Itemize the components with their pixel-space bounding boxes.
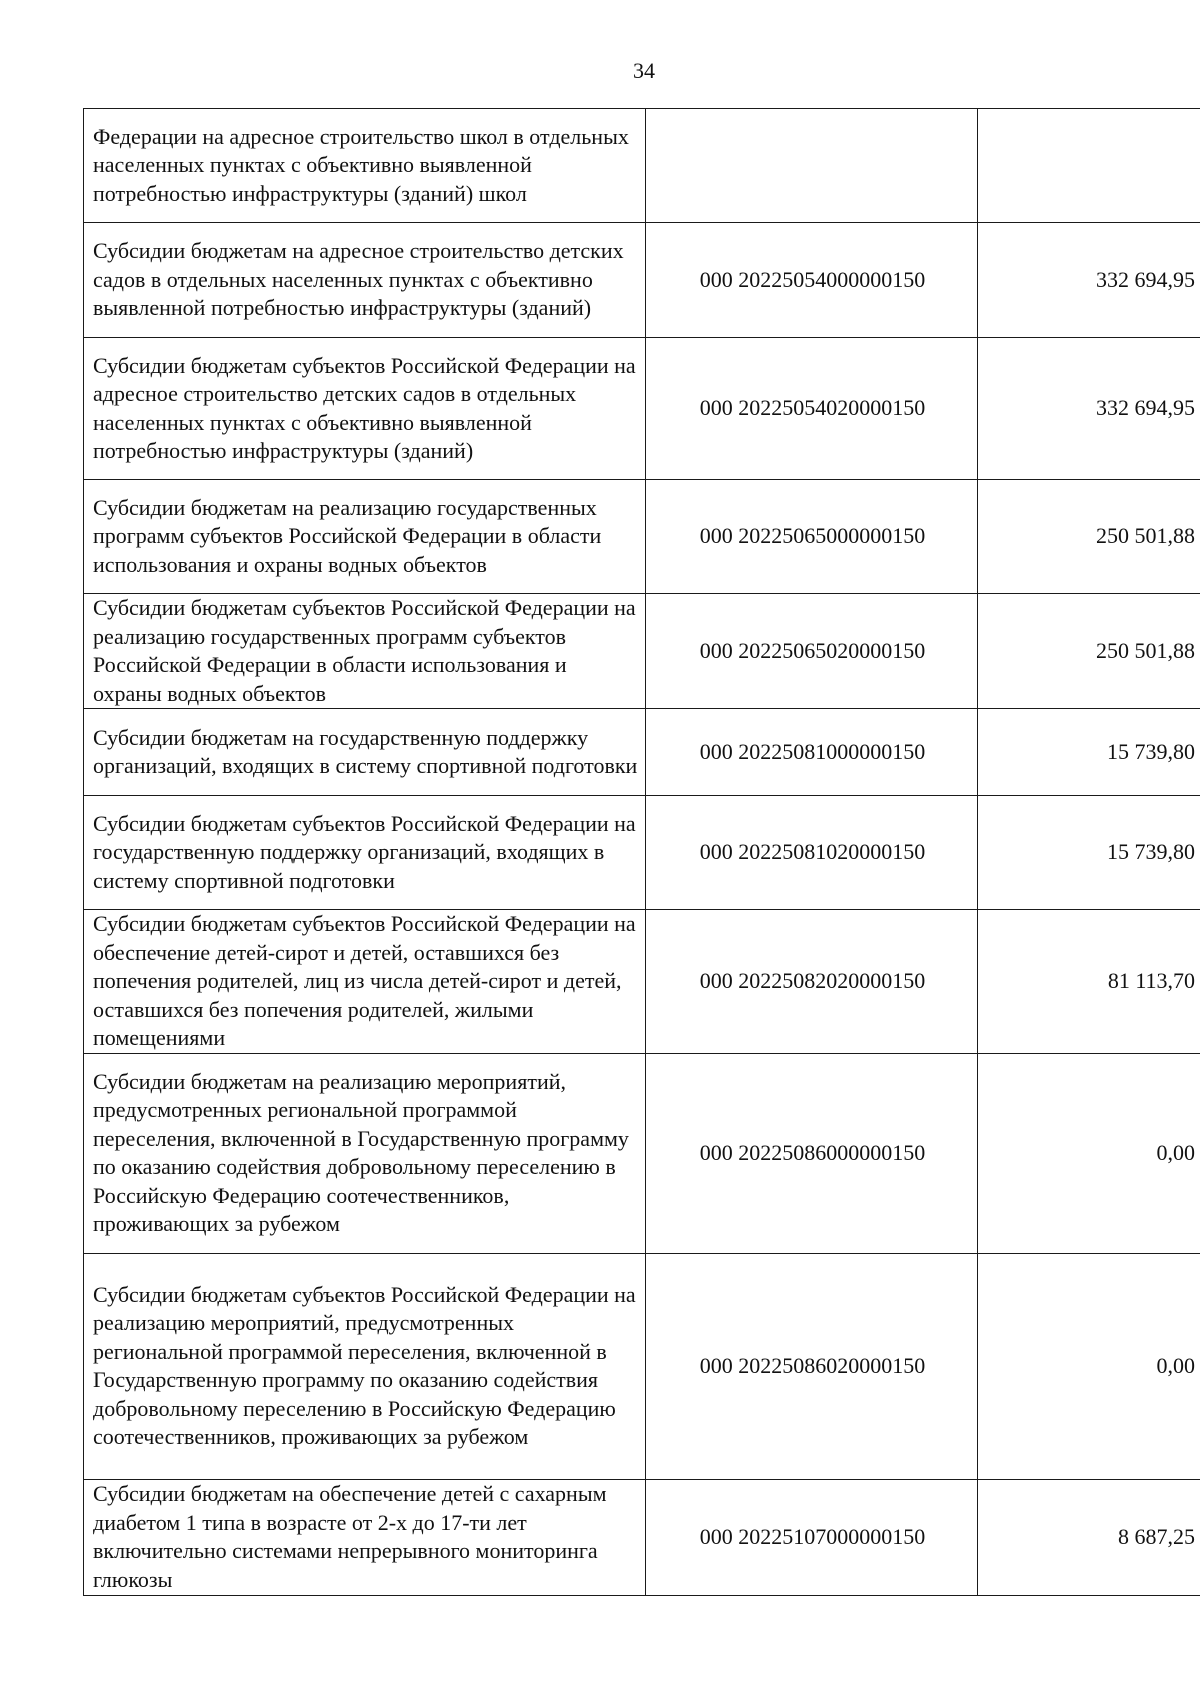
row-code: 000 20225065000000150: [646, 480, 978, 594]
row-description: Федерации на адресное строительство школ в отдельных населенных пунктах с объективно выявленной потребностью инфраструктуры (зданий) школ: [84, 109, 646, 223]
table-row: [84, 594, 1200, 709]
row-description: Субсидии бюджетам на обеспечение детей с сахарным диабетом 1 типа в возрасте от 2-х до 17-ти лет включительно системами непрерывного мониторинга глюкозы: [84, 1479, 646, 1595]
table-row: [84, 223, 1200, 338]
row-amount: 0,00: [978, 1053, 1200, 1253]
row-amount: 332 694,95: [978, 338, 1200, 480]
row-amount: 15 739,80: [978, 709, 1200, 796]
row-amount: 15 739,80: [978, 796, 1200, 910]
row-amount: 250 501,88: [978, 480, 1200, 594]
row-code: 000 20225086020000150: [646, 1253, 978, 1479]
row-description: Субсидии бюджетам на реализацию государственных программ субъектов Российской Федерации в области использования и охраны водных объектов: [84, 480, 646, 594]
row-code: 000 20225086000000150: [646, 1053, 978, 1253]
row-description: Субсидии бюджетам субъектов Российской Федерации на реализацию государственных программ субъектов Российской Федерации в области использования и охраны водных объектов: [84, 594, 646, 709]
page-number: 34: [633, 58, 655, 83]
row-code: 000 20225107000000150: [646, 1479, 978, 1595]
row-amount: 0,00: [978, 1253, 1200, 1479]
row-code: 000 20225054000000150: [646, 223, 978, 338]
row-description: Субсидии бюджетам субъектов Российской Федерации на обеспечение детей-сирот и детей, оставшихся без попечения родителей, лиц из числа детей-сирот и детей, оставшихся без попечения родителей, жилыми помещениями: [84, 910, 646, 1054]
row-amount: 250 501,88: [978, 594, 1200, 709]
table-row: [84, 1253, 1200, 1479]
row-code: 000 20225082020000150: [646, 910, 978, 1054]
budget-table: [83, 108, 1200, 1596]
table-row: [84, 1053, 1200, 1253]
row-description: Субсидии бюджетам на реализацию мероприятий, предусмотренных региональной программой переселения, включенной в Государственную программу по оказанию содействия добровольному переселению в Российскую Федерацию соотечественников, проживающих за рубежом: [84, 1053, 646, 1253]
row-code: 000 20225081000000150: [646, 709, 978, 796]
table-row: [84, 480, 1200, 594]
table-row: [84, 796, 1200, 910]
row-code: 000 20225065020000150: [646, 594, 978, 709]
row-code: [646, 109, 978, 223]
row-amount: 81 113,70: [978, 910, 1200, 1054]
row-amount: 8 687,25: [978, 1479, 1200, 1595]
row-amount: [978, 109, 1200, 223]
table-row: [84, 709, 1200, 796]
row-amount: 332 694,95: [978, 223, 1200, 338]
row-description: Субсидии бюджетам субъектов Российской Федерации на реализацию мероприятий, предусмотренных региональной программой переселения, включенной в Государственную программу по оказанию содействия добровольному переселению в Российскую Федерацию соотечественников, проживающих за рубежом: [84, 1253, 646, 1479]
table-row: [84, 910, 1200, 1054]
table-row: [84, 1479, 1200, 1595]
row-description: Субсидии бюджетам субъектов Российской Федерации на государственную поддержку организаций, входящих в систему спортивной подготовки: [84, 796, 646, 910]
table-row: [84, 338, 1200, 480]
row-description: Субсидии бюджетам на государственную поддержку организаций, входящих в систему спортивной подготовки: [84, 709, 646, 796]
table-row: [84, 109, 1200, 223]
row-description: Субсидии бюджетам субъектов Российской Федерации на адресное строительство детских садов в отдельных населенных пунктах с объективно выявленной потребностью инфраструктуры (зданий): [84, 338, 646, 480]
row-code: 000 20225054020000150: [646, 338, 978, 480]
row-code: 000 20225081020000150: [646, 796, 978, 910]
row-description: Субсидии бюджетам на адресное строительство детских садов в отдельных населенных пунктах с объективно выявленной потребностью инфраструктуры (зданий): [84, 223, 646, 338]
